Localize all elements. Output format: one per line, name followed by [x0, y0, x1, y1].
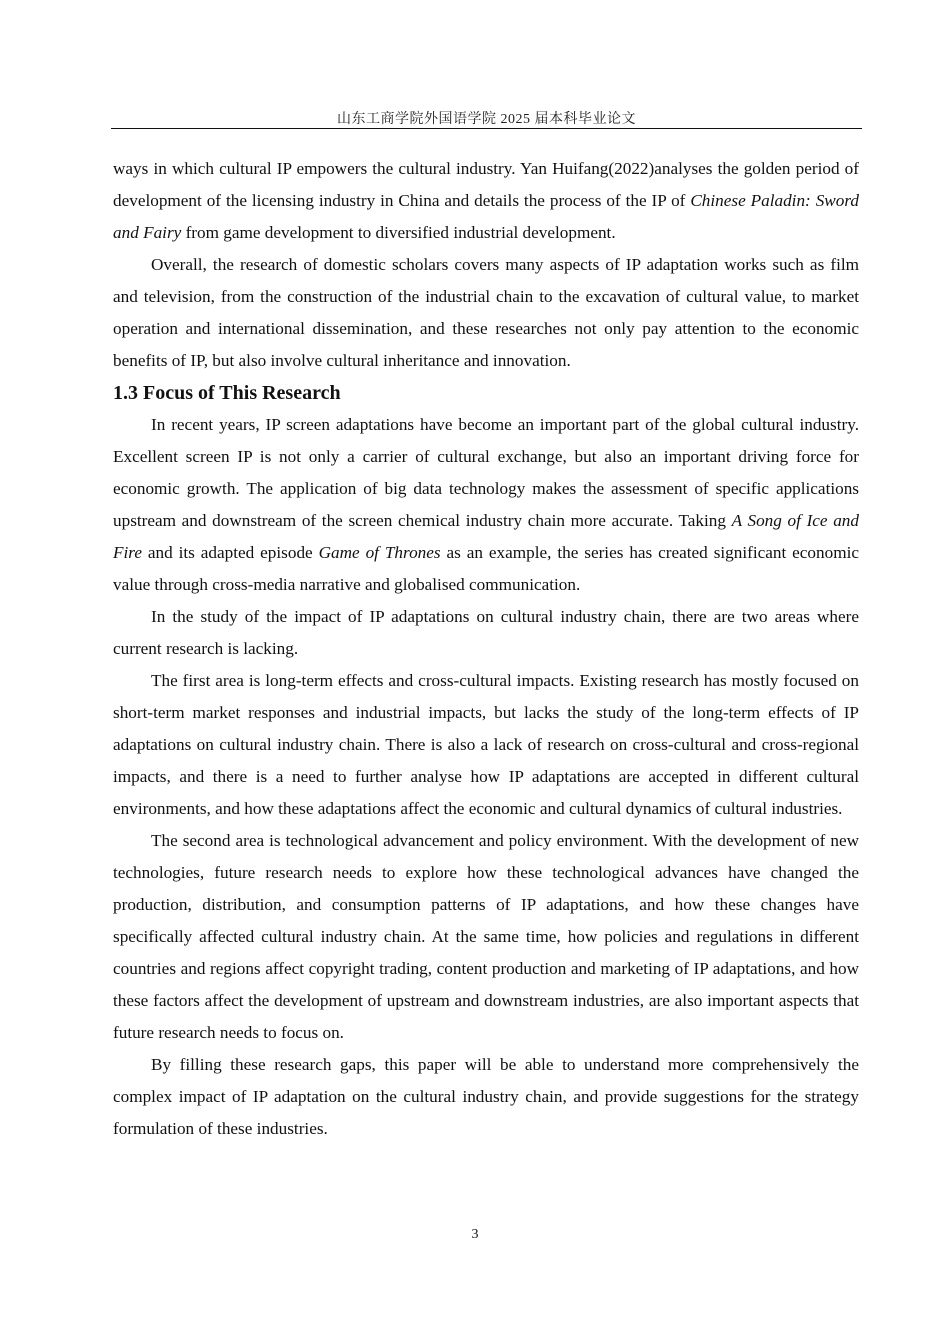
- paragraph-overall: Overall, the research of domestic scholars covers many aspects of IP adaptation works such as film and television, from the construction of the industrial chain to the excavation of cultural value, to market operation and international dissemination, and these researches not only pay attention to the economic benefits of IP, but also involve cultural inheritance and innovation.: [113, 255, 859, 370]
- page-number: 3: [471, 1227, 479, 1242]
- paragraph-second-area: The second area is technological advancement and policy environment. With the development of new technologies, future research needs to explore how these technological advances have changed the production, distribution, and consumption patterns of IP adaptations, and how these changes have specifically affected cultural industry chain. At the same time, how policies and regulations in different countries and regions affect copyright trading, content production and marketing of IP adaptations, and how these factors affect the development of upstream and downstream industries, are also important aspects that future research needs to focus on.: [113, 831, 859, 1042]
- paragraph-research-gaps-intro: In the study of the impact of IP adaptations on cultural industry chain, there are two areas where current research is lacking.: [113, 607, 859, 658]
- work-title: Game of Thrones: [318, 543, 441, 562]
- paragraph-text: and its adapted episode: [141, 543, 319, 562]
- work-title: Chinese Paladin: Sword and Fairy: [113, 191, 859, 242]
- paragraph-text: ways in which cultural IP empowers the cultural industry. Yan Huifang(2022)analyses the golden period of development of the licensing industry in China and details the process of the IP of: [113, 159, 859, 210]
- paragraph-ip-screen-adaptations: [113, 409, 859, 601]
- page-header: 山东工商学院外国语学院 2025 届本科毕业论文: [337, 112, 636, 127]
- paragraph-text: as an example, the series has created significant economic value through cross-media narrative and globalised communication.: [113, 543, 859, 594]
- work-title: A Song of Ice and Fire: [113, 511, 859, 562]
- document-body: [113, 153, 859, 1145]
- section-heading: 1.3 Focus of This Research: [113, 382, 341, 404]
- paragraph-first-area: The first area is long-term effects and cross-cultural impacts. Existing research has mostly focused on short-term market responses and industrial impacts, but lacks the study of the long-term effects of IP adaptations on cultural industry chain. There is also a lack of research on cross-cultural and cross-regional impacts, and there is a need to further analyse how IP adaptations are accepted in different cultural environments, and how these adaptations affect the economic and cultural dynamics of cultural industries.: [113, 671, 859, 818]
- paragraph-conclusion: By filling these research gaps, this paper will be able to understand more comprehensively the complex impact of IP adaptation on the cultural industry chain, and provide suggestions for the strategy formulation of these industries.: [113, 1055, 859, 1138]
- header-divider: [111, 128, 862, 129]
- paragraph-text: from game development to diversified industrial development.: [181, 223, 616, 242]
- paragraph-text: In recent years, IP screen adaptations have become an important part of the global cultural industry. Excellent screen IP is not only a carrier of cultural exchange, but also an important driving force for economic growth. The application of big data technology makes the assessment of specific applications upstream and downstream of the screen chemical industry chain more accurate. Taking: [113, 415, 859, 530]
- paragraph-continuation: [113, 153, 859, 249]
